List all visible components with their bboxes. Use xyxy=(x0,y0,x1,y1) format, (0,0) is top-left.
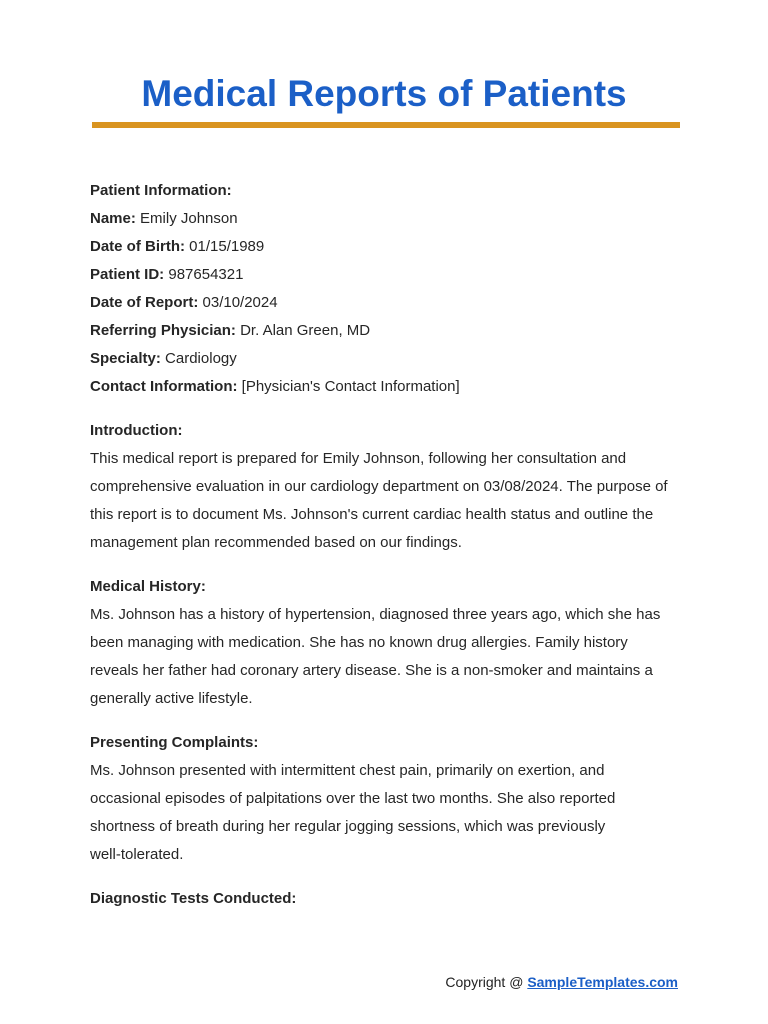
field-date-of-report xyxy=(90,289,680,317)
field-label: Name: xyxy=(90,210,136,227)
field-contact-information xyxy=(90,373,680,401)
field-label: Date of Birth: xyxy=(90,238,185,255)
field-value: Emily Johnson xyxy=(140,210,238,227)
diagnostic-tests-section xyxy=(90,885,680,913)
field-referring-physician xyxy=(90,317,680,345)
medical-history-paragraph xyxy=(90,601,680,713)
field-value: 03/10/2024 xyxy=(202,294,278,311)
presenting-complaints-section xyxy=(90,729,680,869)
field-label: Referring Physician: xyxy=(90,322,236,339)
field-value: 01/15/1989 xyxy=(189,238,265,255)
sampletemplates-link[interactable]: SampleTemplates.com xyxy=(527,974,678,990)
report-body xyxy=(90,177,680,913)
field-date-of-birth xyxy=(90,233,680,261)
field-value: [Physician's Contact Information] xyxy=(241,378,460,395)
paragraph-line: Ms. Johnson presented with intermittent chest pain, primarily on exertion, and xyxy=(90,762,605,779)
field-patient-id xyxy=(90,261,680,289)
paragraph-line: shortness of breath during her regular jogging sessions, which was previously xyxy=(90,818,606,835)
patient-information-section xyxy=(90,177,680,401)
paragraph-line: reveals her father had coronary artery disease. She is a non-smoker and maintains a xyxy=(90,662,653,679)
presenting-complaints-paragraph xyxy=(90,757,680,869)
field-label: Specialty: xyxy=(90,350,161,367)
presenting-complaints-heading: Presenting Complaints: xyxy=(90,734,259,751)
medical-history-heading: Medical History: xyxy=(90,578,206,595)
paragraph-line: Ms. Johnson has a history of hypertension, diagnosed three years ago, which she has xyxy=(90,606,661,623)
paragraph-line: generally active lifestyle. xyxy=(90,690,253,707)
patient-information-heading: Patient Information: xyxy=(90,182,232,199)
document-title: Medical Reports of Patients xyxy=(141,73,627,114)
introduction-paragraph xyxy=(90,445,680,557)
field-label: Patient ID: xyxy=(90,266,165,283)
field-value: Dr. Alan Green, MD xyxy=(240,322,371,339)
title-underline xyxy=(92,122,680,128)
introduction-section xyxy=(90,417,680,557)
paragraph-line: This medical report is prepared for Emily Johnson, following her consultation and xyxy=(90,450,627,467)
field-name xyxy=(90,205,680,233)
copyright-text: Copyright @ xyxy=(445,974,528,990)
paragraph-line: comprehensive evaluation in our cardiology department on 03/08/2024. The purpose of xyxy=(90,478,668,495)
paragraph-line: this report is to document Ms. Johnson's current cardiac health status and outline the xyxy=(90,506,654,523)
field-label: Contact Information: xyxy=(90,378,238,395)
paragraph-line: management plan recommended based on our findings. xyxy=(90,534,462,551)
medical-history-section xyxy=(90,573,680,713)
introduction-heading: Introduction: xyxy=(90,422,183,439)
field-label: Date of Report: xyxy=(90,294,199,311)
paragraph-line: been managing with medication. She has no known drug allergies. Family history xyxy=(90,634,628,651)
field-specialty xyxy=(90,345,680,373)
field-value: 987654321 xyxy=(168,266,244,283)
diagnostic-tests-heading: Diagnostic Tests Conducted: xyxy=(90,890,297,907)
field-value: Cardiology xyxy=(165,350,237,367)
copyright-footer xyxy=(445,971,678,993)
paragraph-line: occasional episodes of palpitations over the last two months. She also reported xyxy=(90,790,616,807)
paragraph-line: well-tolerated. xyxy=(90,846,184,863)
